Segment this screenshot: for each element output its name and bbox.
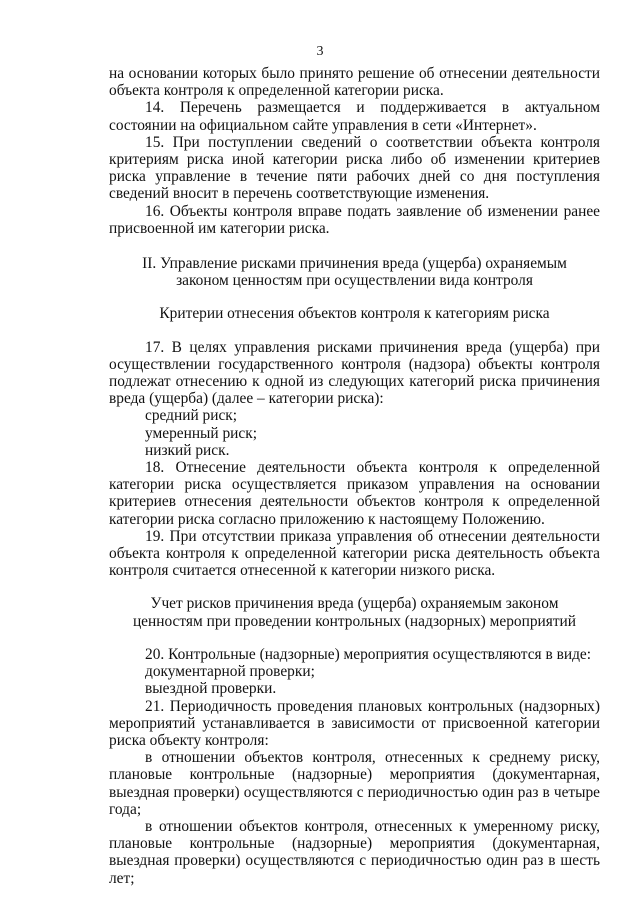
paragraph-21-moderate: в отношении объектов контроля, отнесенных к умеренному риску, плановые контрольные (надзорные) мероприятия (документарная, выездная проверки) осуществляются с периодичностью один раз в шесть лет; bbox=[109, 817, 600, 887]
paragraph-16: 16. Объекты контроля вправе подать заявление об изменении ранее присвоенной им категории риска. bbox=[109, 202, 600, 237]
list-item-documentary-check: документарной проверки; bbox=[145, 663, 315, 681]
paragraph-19: 19. При отсутствии приказа управления об отнесении деятельности объекта контроля к определенной категории риска деятельность объекта контроля считается отнесенной к категории низкого риска. bbox=[109, 527, 600, 580]
list-item-low-risk: низкий риск. bbox=[145, 441, 230, 459]
page-number: 3 bbox=[316, 44, 324, 59]
paragraph-14: 14. Перечень размещается и поддерживается в актуальном состоянии на официальном сайте управления в сети «Интернет». bbox=[109, 99, 600, 134]
list-item-medium-risk: средний риск; bbox=[145, 407, 238, 425]
subsection-heading-risk-accounting: Учет рисков причинения вреда (ущерба) охраняемым законом ценностям при проведении контрольных (надзорных) мероприятий bbox=[132, 595, 577, 630]
list-item-onsite-check: выездной проверки. bbox=[145, 680, 277, 698]
paragraph-15: 15. При поступлении сведений о соответствии объекта контроля критериям риска иной категории риска либо об изменении критериев риска управление в течение пяти рабочих дней со дня поступления сведений вносит в перечень соответствующие изменения. bbox=[109, 133, 600, 203]
list-item-moderate-risk: умеренный риск; bbox=[145, 424, 258, 442]
paragraph-21: 21. Периодичность проведения плановых контрольных (надзорных) мероприятий устанавливается в зависимости от присвоенной категории риска объекту контроля: bbox=[109, 697, 600, 749]
paragraph-18: 18. Отнесение деятельности объекта контроля к определенной категории риска осуществляется приказом управления на основании критериев отнесения деятельности объектов контроля к определенной категории риска согласно приложению к настоящему Положению. bbox=[109, 459, 600, 528]
paragraph-20: 20. Контрольные (надзорные) мероприятия осуществляются в виде: bbox=[145, 645, 592, 663]
paragraph-continuation: на основании которых было принято решение об отнесении деятельности объекта контроля к определенной категории риска. bbox=[109, 65, 600, 100]
subsection-heading-criteria: Критерии отнесения объектов контроля к категориям риска bbox=[159, 305, 550, 323]
paragraph-17: 17. В целях управления рисками причинения вреда (ущерба) при осуществлении государственного контроля (надзора) объекты контроля подлежат отнесению к одной из следующих категорий риска причинения вреда (ущерба) (далее – категории риска): bbox=[109, 338, 600, 408]
section-heading: II. Управление рисками причинения вреда (ущерба) охраняемым законом ценностям при осуществлении вида контроля bbox=[142, 255, 567, 290]
paragraph-21-medium: в отношении объектов контроля, отнесенных к среднему риску, плановые контрольные (надзорные) мероприятия (документарная, выездная проверки) осуществляются с периодичностью один раз в четыре года; bbox=[109, 749, 600, 818]
document-body bbox=[109, 65, 600, 887]
